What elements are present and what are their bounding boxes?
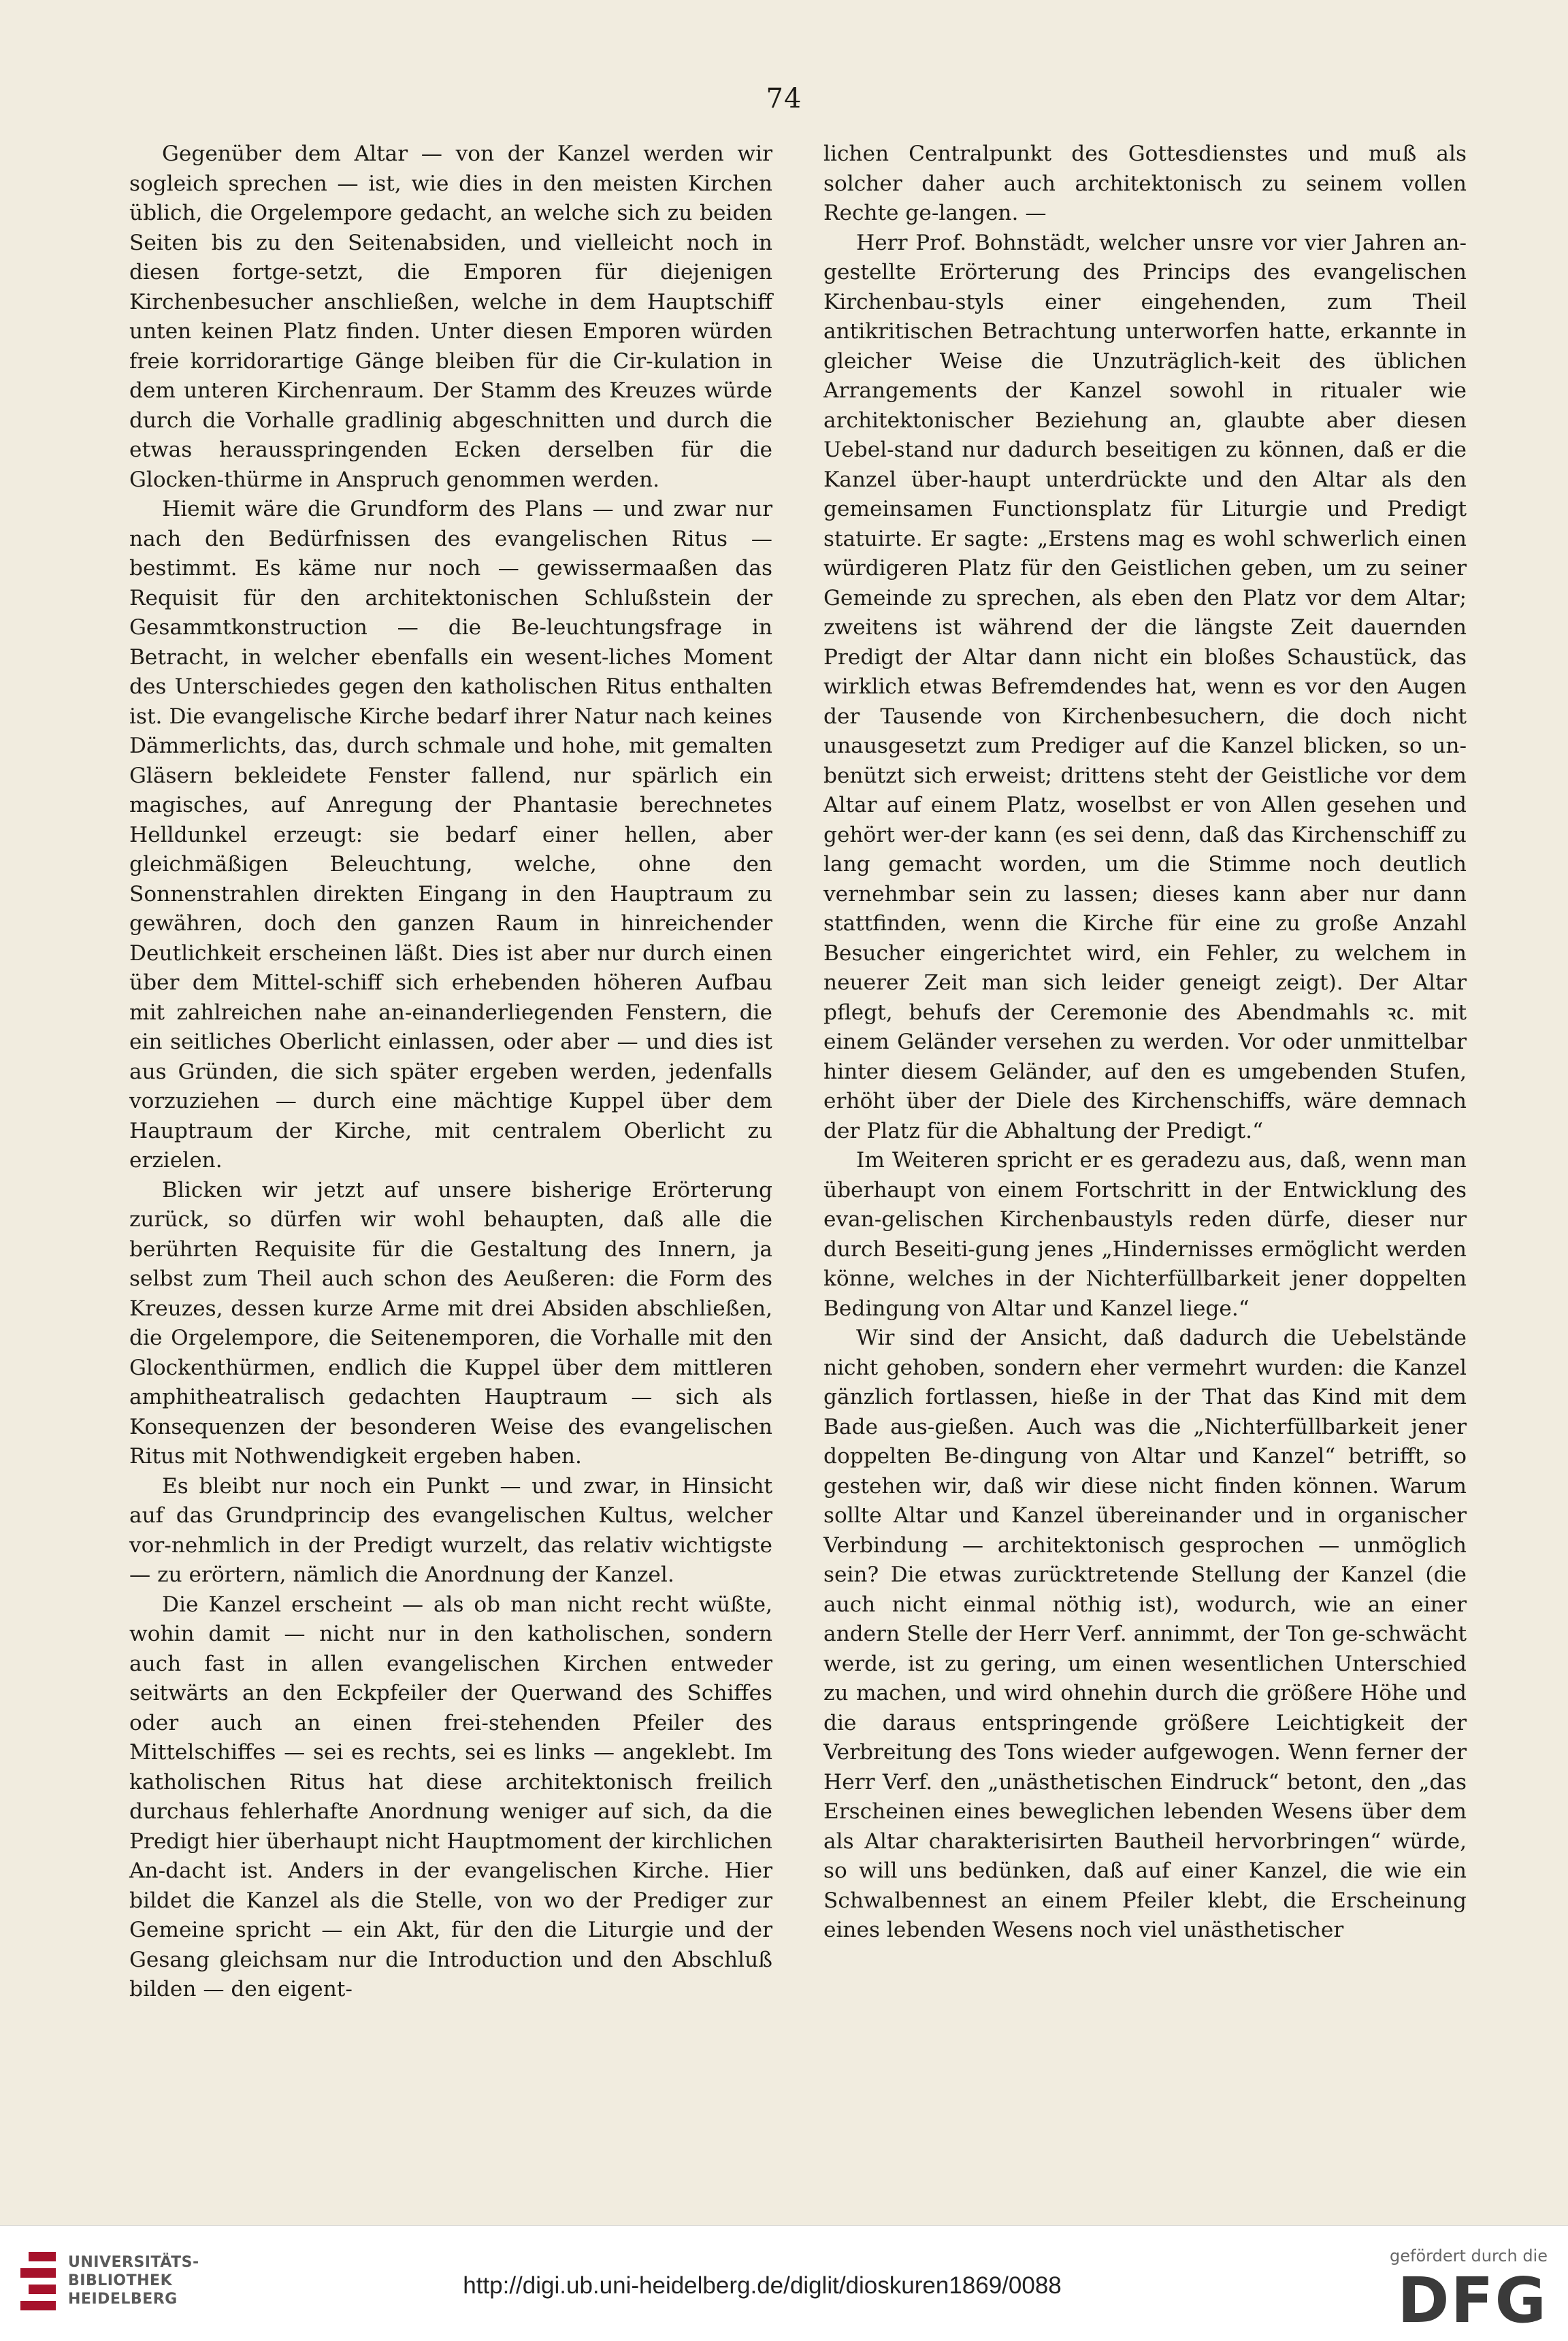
funding-caption: gefördert durch die — [1390, 2246, 1548, 2265]
left-text-column — [129, 140, 772, 2005]
paragraph: Wir sind der Ansicht, daß dadurch die Uebelstände nicht gehoben, sondern eher vermehrt wurden: die Kanzel gänzlich fortlassen, hieße in der That das Kind mit dem Bade aus-gießen. Auch was die „Nichterfüllbarkeit jener doppelten Be-dingung von Altar und Kanzel“ betrifft, so gestehen wir, daß wir diese nicht finden können. Warum sollte Altar und Kanzel übereinander und in organischer Verbindung — architektonisch gesprochen — unmöglich sein? Die etwas zurücktretende Stellung der Kanzel (die auch nicht einmal nöthig ist), wodurch, wie an einer andern Stelle der Herr Verf. annimmt, der Ton ge-schwächt werde, ist zu gering, um einen wesentlichen Unterschied zu machen, und wird ohnehin durch die größere Höhe und die daraus entspringende größere Leichtigkeit der Verbreitung des Tons wieder aufgewogen. Wenn ferner der Herr Verf. den „unästhetischen Eindruck“ betont, den „das Erscheinen eines beweglichen lebenden Wesens über dem als Altar charakterisirten Bautheil hervorbringen“ würde, so will uns bedünken, daß auf einer Kanzel, die wie ein Schwalbennest an einem Pfeiler klebt, die Erscheinung eines lebenden Wesens noch viel unästhetischer — [823, 1326, 1467, 1942]
paragraph: Blicken wir jetzt auf unsere bisherige Erörterung zurück, so dürfen wir wohl behaupten, daß alle die berührten Requisite für die Gestaltung des Innern, ja selbst zum Theil auch schon des Aeußeren: die Form des Kreuzes, dessen kurze Arme mit drei Absiden abschließen, die Orgelempore, die Seitenemporen, die Vorhalle mit den Glockenthürmen, endlich die Kuppel über dem mittleren amphitheatralisch gedachten Hauptraum — sich als Konsequenzen der besonderen Weise des evangelischen Ritus mit Nothwendigkeit ergeben haben. — [129, 1177, 772, 1469]
paragraph: Hiemit wäre die Grundform des Plans — und zwar nur nach den Bedürfnissen des evangelischen Ritus — bestimmt. Es käme nur noch — gewissermaaßen das Requisit für den architektonischen Schlußstein der Gesammtkonstruction — die Be-leuchtungsfrage in Betracht, in welcher ebenfalls ein wesent-liches Moment des Unterschiedes gegen den katholischen Ritus enthalten ist. Die evangelische Kirche bedarf ihrer Natur nach keines Dämmerlichts, das, durch schmale und hohe, mit gemalten Gläsern bekleidete Fenster fallend, nur spärlich ein magisches, auf Anregung der Phantasie berechnetes Helldunkel erzeugt: sie bedarf einer hellen, aber gleichmäßigen Beleuchtung, welche, ohne den Sonnenstrahlen direkten Eingang in den Hauptraum zu gewähren, doch den ganzen Raum in hinreichender Deutlichkeit erscheinen läßt. Dies ist aber nur durch einen über dem Mittel-schiff sich erhebenden höheren Aufbau mit zahlreichen nahe an-einanderliegenden Fenstern, die ein seitliches Oberlicht einlassen, oder aber — und dies ist aus Gründen, die sich später ergeben werden, jedenfalls vorzuziehen — durch eine mächtige Kuppel über dem Hauptraum der Kirche, mit centralem Oberlicht zu erzielen. — [129, 497, 772, 1173]
paragraph: lichen Centralpunkt des Gottesdienstes und muß als solcher daher auch architektonisch zu seinem vollen Rechte ge-langen. — — [823, 142, 1467, 225]
university-emblem-icon — [15, 2248, 59, 2313]
paragraph: Die Kanzel erscheint — als ob man nicht recht wüßte, wohin damit — nicht nur in den katholischen, sondern auch fast in allen evangelischen Kirchen entweder seitwärts an den Eckpfeiler der Querwand des Schiffes oder auch an einen frei-stehenden Pfeiler des Mittelschiffes — sei es rechts, sei es links — angeklebt. Im katholischen Ritus hat diese architektonisch freilich durchaus fehlerhafte Anordnung weniger auf sich, da die Predigt hier überhaupt nicht Hauptmoment der kirchlichen An-dacht ist. Anders in der evangelischen Kirche. Hier bildet die Kanzel als die Stelle, von wo der Prediger zur Gemeine spricht — ein Akt, für den die Liturgie und der Gesang gleichsam nur die Introduction und den Abschluß bilden — den eigent- — [129, 1592, 772, 2001]
permalink-url[interactable]: http://digi.ub.uni-heidelberg.de/diglit/dioskuren1869/0088 — [463, 2272, 1062, 2299]
institution-line: BIBLIOTHEK — [68, 2272, 173, 2289]
viewer-footer — [0, 2225, 1568, 2341]
dfg-logo: DFG — [1397, 2264, 1548, 2337]
funder-block[interactable] — [1390, 2246, 1548, 2337]
paragraph: Herr Prof. Bohnstädt, welcher unsre vor vier Jahren an-gestellte Erörterung des Princips des evangelischen Kirchenbau-styls einer eingehenden, zum Theil antikritischen Betrachtung unterworfen hatte, erkannte in gleicher Weise die Unzuträglich-keit des üblichen Arrangements der Kanzel sowohl in ritualer wie architektonischer Beziehung an, glaubte aber diesen Uebel-stand nur dadurch beseitigen zu können, daß er die Kanzel über-haupt unterdrückte und den Altar als den gemeinsamen Functionsplatz für Liturgie und Predigt statuirte. Er sagte: „Erstens mag es wohl schwerlich einen würdigeren Platz für den Geistlichen geben, um zu seiner Gemeinde zu sprechen, als eben den Platz vor dem Altar; zweitens ist während der die längste Zeit dauernden Predigt der Altar dann nicht ein bloßes Schaustück, das wirklich etwas Befremdendes hat, wenn es vor den Augen der Tausende von Kirchenbesuchern, die doch nicht unausgesetzt zum Prediger auf die Kanzel blicken, so un-benützt sich erweist; drittens steht der Geistliche vor dem Altar auf einem Platz, woselbst er von Allen gesehen und gehört wer-der kann (es sei denn, daß das Kirchenschiff zu lang gemacht worden, um die Stimme noch deutlich vernehmbar sein zu lassen; dieses kann aber nur dann stattfinden, wenn die Kirche für eine zu große Anzahl Besucher eingerichtet wird, ein Fehler, zu welchem in neuerer Zeit man sich leider geneigt zeigt). Der Altar pflegt, behufs der Ceremonie des Abendmahls ꝛc. mit einem Geländer versehen zu werden. Vor oder unmittelbar hinter diesem Geländer, auf den es umgebenden Stufen, erhöht über der Diele des Kirchenschiffs, wäre demnach der Platz für die Abhaltung der Predigt.“ — [823, 230, 1467, 1143]
paragraph: Im Weiteren spricht er es geradezu aus, daß, wenn man überhaupt von einem Fortschritt in der Entwicklung des evan-gelischen Kirchenbaustyls reden dürfe, dieser nur durch Beseiti-gung jenes „Hindernisses ermöglicht werden könne, welches in der Nichterfüllbarkeit jener doppelten Bedingung von Altar und Kanzel liege.“ — [823, 1148, 1467, 1321]
page-number: 74 — [766, 83, 802, 114]
institution-line: HEIDELBERG — [68, 2290, 178, 2308]
institution-line: UNIVERSITÄTS- — [68, 2253, 199, 2271]
university-library-logo[interactable] — [15, 2248, 199, 2313]
institution-name — [68, 2253, 199, 2308]
right-text-column — [823, 140, 1467, 1946]
paragraph: Gegenüber dem Altar — von der Kanzel werden wir sogleich sprechen — ist, wie dies in den meisten Kirchen üblich, die Orgelempore gedacht, an welche sich zu beiden Seiten bis zu den Seitenabsiden, und vielleicht noch in diesen fortge-setzt, die Emporen für diejenigen Kirchenbesucher anschließen, welche in dem Hauptschiff unten keinen Platz finden. Unter diesen Emporen würden freie korridorartige Gänge bleiben für die Cir-kulation in dem unteren Kirchenraum. Der Stamm des Kreuzes würde durch die Vorhalle gradlinig abgeschnitten und durch die etwas herausspringenden Ecken derselben für die Glocken-thürme in Anspruch genommen werden. — [129, 142, 772, 492]
paragraph: Es bleibt nur noch ein Punkt — und zwar, in Hinsicht auf das Grundprincip des evangelischen Kultus, welcher vor-nehmlich in der Predigt wurzelt, das relativ wichtigste — zu erörtern, nämlich die Anordnung der Kanzel. — [129, 1473, 772, 1587]
